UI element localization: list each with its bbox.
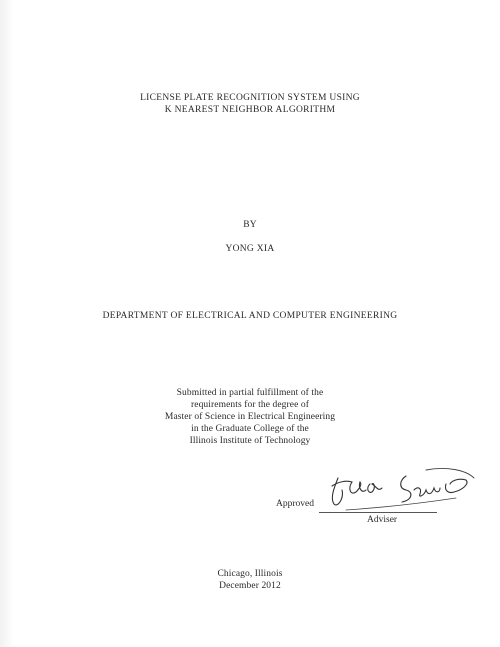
thesis-title-line-1: LICENSE PLATE RECOGNITION SYSTEM USING (140, 93, 360, 103)
approved-label: Approved (276, 499, 314, 509)
signature-line (319, 512, 437, 513)
by-label: BY (243, 220, 257, 230)
thesis-title-line-2: K NEAREST NEIGHBOR ALGORITHM (164, 105, 336, 115)
submission-line-1: Submitted in partial fulfillment of the (176, 388, 324, 398)
author-name: YONG XIA (225, 244, 275, 254)
submission-line-2: requirements for the degree of (190, 400, 309, 410)
location: Chicago, Illinois (217, 569, 283, 579)
adviser-label: Adviser (367, 515, 398, 525)
submission-line-3: Master of Science in Electrical Engineering (164, 412, 336, 422)
submission-line-4: in the Graduate College of the (191, 424, 309, 434)
submission-line-5: Illinois Institute of Technology (189, 436, 311, 446)
department-name: DEPARTMENT OF ELECTRICAL AND COMPUTER ENGINEERING (102, 311, 398, 321)
submission-date: December 2012 (219, 581, 281, 591)
